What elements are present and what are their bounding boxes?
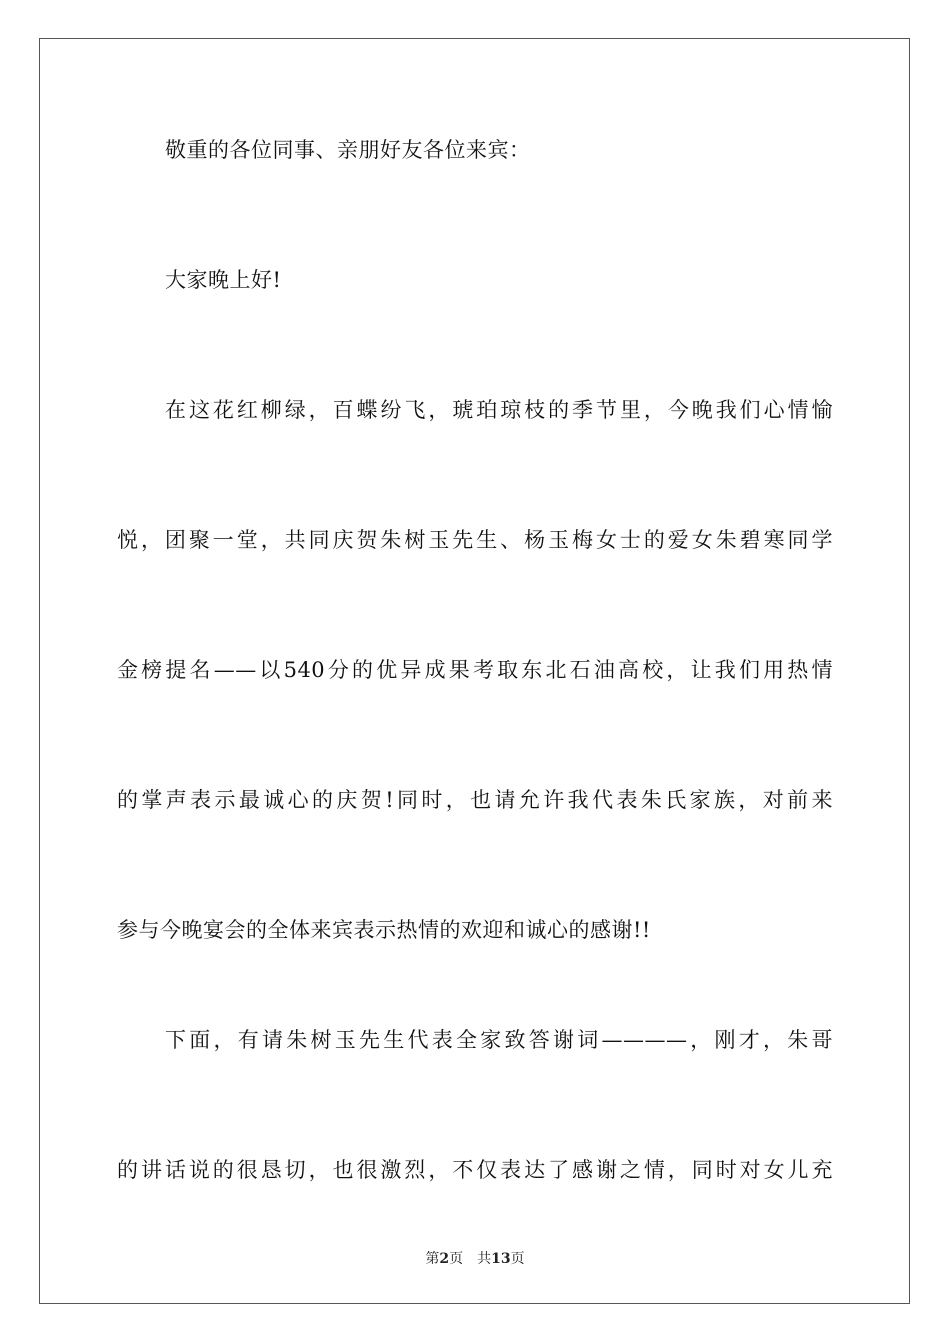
page-current-number: 2 <box>439 1251 450 1267</box>
paragraph-congratulation <box>117 345 833 995</box>
paragraph-salutation <box>117 85 833 215</box>
text-line: 大家晚上好! <box>165 268 282 292</box>
page-total-number: 13 <box>491 1251 511 1267</box>
text-line: 参与今晚宴会的全体来宾表示热情的欢迎和诚心的感谢!! <box>117 918 651 942</box>
text-line: 金榜提名——以540分的优异成果考取东北石油高校，让我们用热情 <box>117 658 833 682</box>
total-unit: 页 <box>510 1251 525 1267</box>
total-prefix: 共 <box>477 1251 492 1267</box>
text-line: 悦，团聚一堂，共同庆贺朱树玉先生、杨玉梅女士的爱女朱碧寒同学 <box>117 528 833 552</box>
text-line: 的讲话说的很恳切，也很激烈，不仅表达了感谢之情，同时对女儿充 <box>117 1158 833 1182</box>
page-prefix: 第 <box>425 1251 440 1267</box>
paragraph-greeting <box>117 215 833 345</box>
text-line: 在这花红柳绿，百蝶纷飞，琥珀琼枝的季节里，今晚我们心情愉 <box>165 398 833 422</box>
text-line: 下面，有请朱树玉先生代表全家致答谢词————，刚才，朱哥 <box>165 1028 833 1052</box>
paragraph-speech-intro <box>117 975 833 1235</box>
text-line: 敬重的各位同事、亲朋好友各位来宾： <box>165 138 531 162</box>
page-footer <box>0 1248 950 1268</box>
page-unit: 页 <box>449 1251 464 1267</box>
text-line: 的掌声表示最诚心的庆贺!同时，也请允许我代表朱氏家族，对前来 <box>117 788 833 812</box>
